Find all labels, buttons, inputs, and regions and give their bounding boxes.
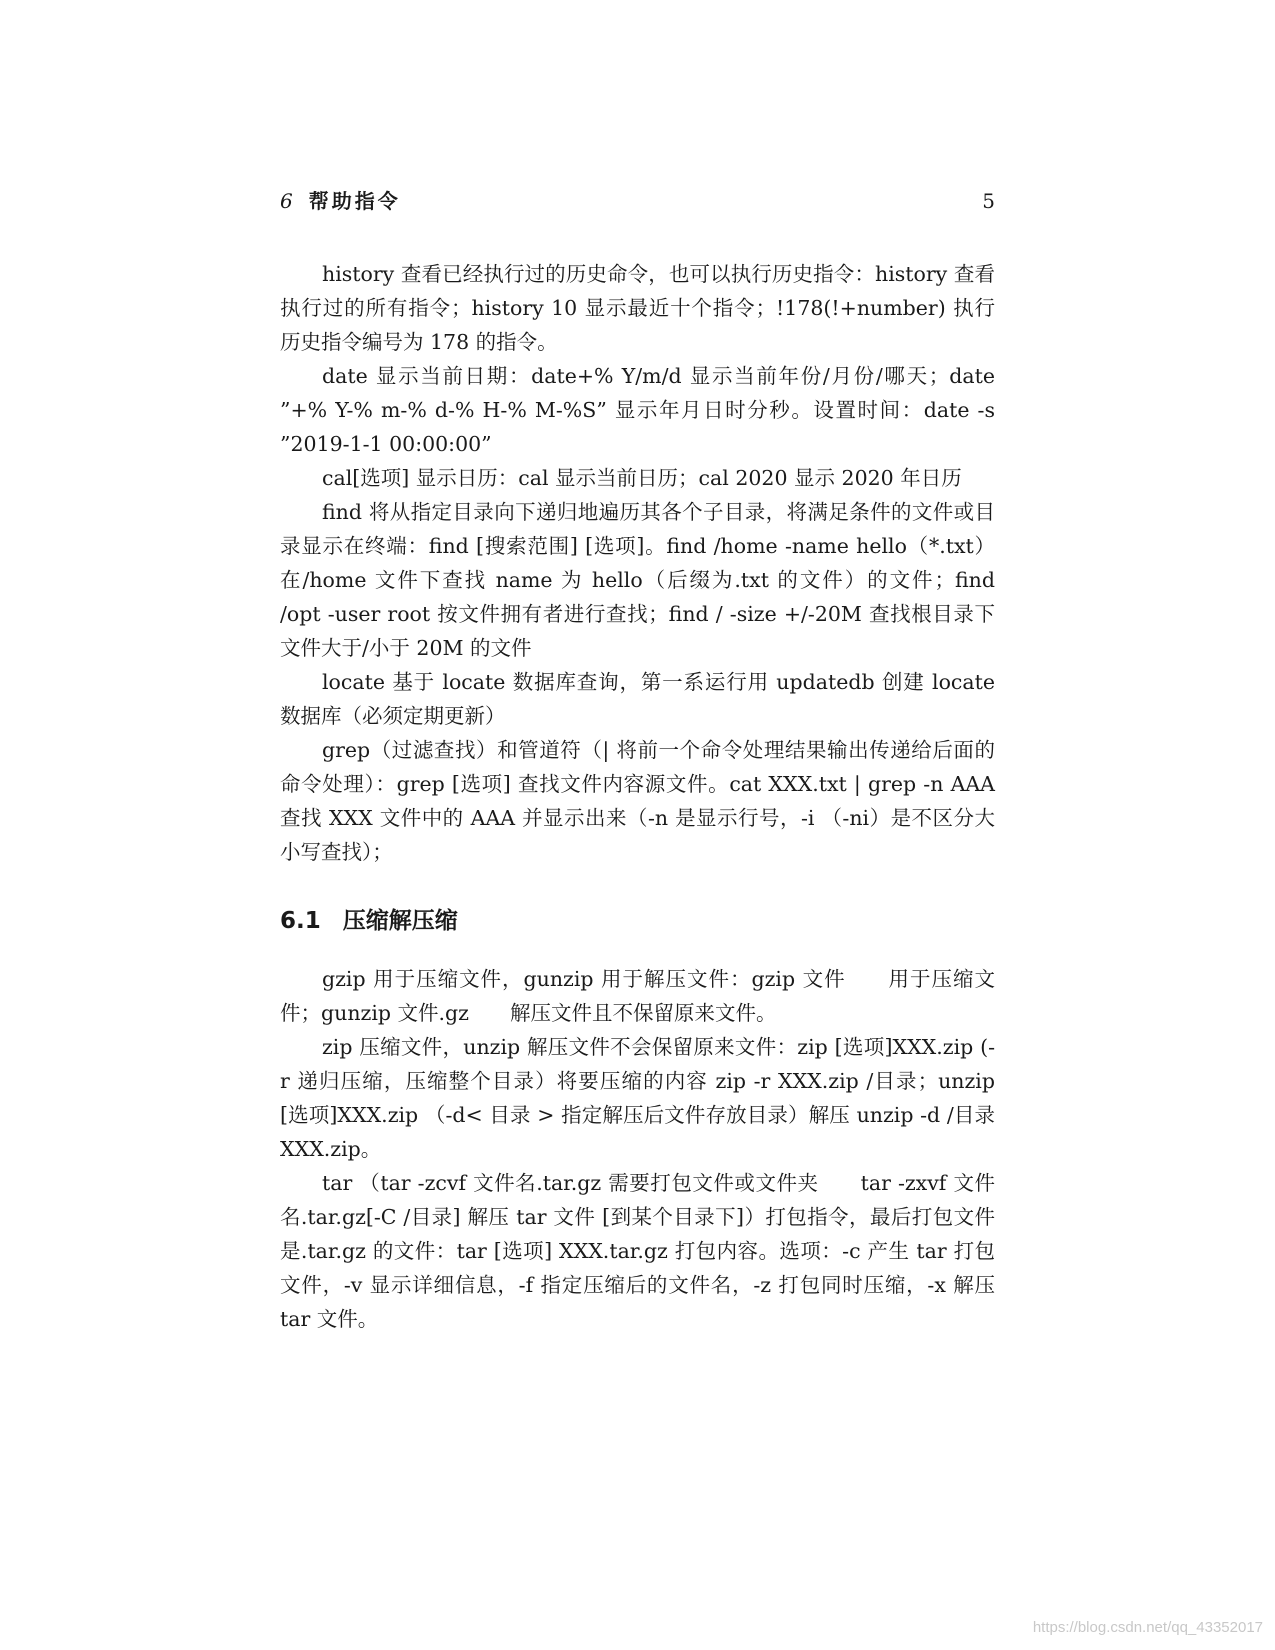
paragraph-cal: cal[选项] 显示日历：cal 显示当前日历；cal 2020 显示 2020 年日历	[322, 466, 962, 490]
section-heading	[280, 904, 458, 938]
paragraph-grep: grep（过滤查找）和管道符（| 将前一个命令处理结果输出传递给后面的命令处理）：grep [选项] 查找文件内容源文件。cat XXX.txt | grep -n AAA 查找 XXX 文件中的 AAA 并显示出来（-n 是显示行号，-i （-ni）是不区分大小写查找）；	[280, 738, 995, 864]
watermark-url: https://blog.csdn.net/qq_43352017	[1032, 1619, 1263, 1636]
section-paragraphs	[280, 962, 995, 1336]
running-header	[280, 186, 995, 216]
chapter-title: 帮助指令	[308, 189, 401, 213]
paragraph-find: find 将从指定目录向下递归地遍历其各个子目录，将满足条件的文件或目录显示在终端：find [搜索范围] [选项]。find /home -name hello（*.txt）在/home 文件下查找 name 为 hello（后缀为.txt 的文件）的文件；find /opt -user root 按文件拥有者进行查找；find / -size +/-20M 查找根目录下文件大于/小于 20M 的文件	[280, 500, 995, 660]
paragraph-history: history 查看已经执行过的历史命令，也可以执行历史指令：history 查看执行过的所有指令；history 10 显示最近十个指令；!178(!+number) 执行历史指令编号为 178 的指令。	[280, 262, 995, 354]
paragraph-tar: tar （tar -zcvf 文件名.tar.gz 需要打包文件或文件夹 tar -zxvf 文件名.tar.gz[-C /目录] 解压 tar 文件 [到某个目录下]）打包指令，最后打包文件是.tar.gz 的文件：tar [选项] XXX.tar.gz 打包内容。选项：-c 产生 tar 打包文件，-v 显示详细信息，-f 指定压缩后的文件名，-z 打包同时压缩，-x 解压 tar 文件。	[280, 1171, 995, 1331]
chapter-number: 6	[280, 189, 293, 213]
intro-paragraphs	[280, 257, 995, 869]
section-title: 压缩解压缩	[342, 908, 458, 934]
paragraph-date: date 显示当前日期：date+% Y/m/d 显示当前年份/月份/哪天；date ”+% Y-% m-% d-% H-% M-%S” 显示年月日时分秒。设置时间：date -s ”2019-1-1 00:00:00”	[280, 364, 995, 456]
paragraph-zip: zip 压缩文件，unzip 解压文件不会保留原来文件：zip [选项]XXX.zip (-r 递归压缩，压缩整个目录）将要压缩的内容 zip -r XXX.zip /目录；unzip [选项]XXX.zip （-d< 目录 > 指定解压后文件存放目录）解压 unzip -d /目录 XXX.zip。	[280, 1035, 995, 1161]
page-number: 5	[982, 189, 995, 213]
chapter-label	[280, 186, 401, 216]
paragraph-locate: locate 基于 locate 数据库查询，第一系运行用 updatedb 创建 locate 数据库（必须定期更新）	[280, 670, 995, 728]
section-number: 6.1	[280, 908, 321, 934]
paragraph-gzip: gzip 用于压缩文件，gunzip 用于解压文件：gzip 文件 用于压缩文件；gunzip 文件.gz 解压文件且不保留原来文件。	[280, 967, 995, 1025]
